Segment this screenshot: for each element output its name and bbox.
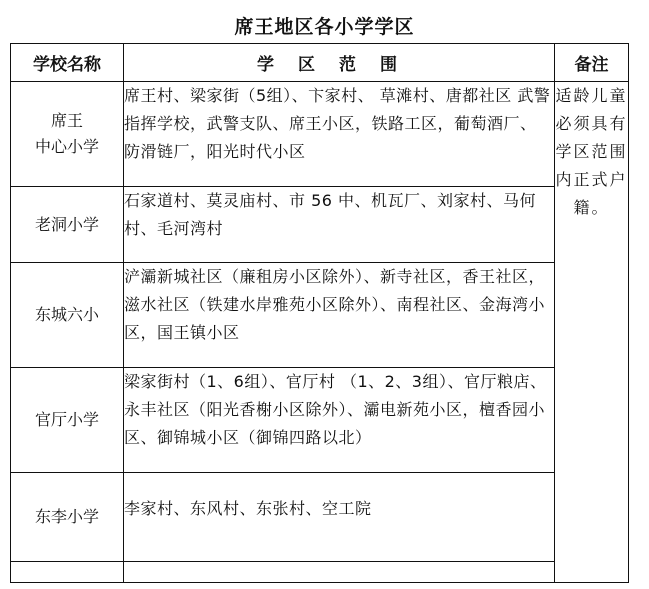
empty-cell <box>11 562 124 583</box>
table-row <box>11 263 629 368</box>
district-range-cell: 梁家街村（1、6组）、官厅村 （1、2、3组）、官厅粮店、永丰社区（阳光香榭小区除外）、灞电新苑小区，檀香园小区、御锦城小区（御锦四路以北） <box>124 368 555 473</box>
school-name-cell: 官厅小学 <box>11 368 124 473</box>
district-range-cell: 席王村、梁家街（5组）、卞家村、 草滩村、唐都社区 武警指挥学校，武警支队、席王小区，铁路工区，葡萄酒厂、 防滑链厂，阳光时代小区 <box>124 82 555 187</box>
header-school-name: 学校名称 <box>11 44 124 82</box>
district-range-cell: 石家道村、莫灵庙村、市 56 中、机瓦厂、刘家村、马何村、毛河湾村 <box>124 187 555 263</box>
note-cell: 适龄儿童必须具有学区范围内正式户籍。 <box>555 82 629 583</box>
district-range-cell: 浐灞新城社区（廉租房小区除外）、新寺社区，香王社区，滋水社区（铁建水岸雅苑小区除外）、南程社区、金海湾小区，国王镇小区 <box>124 263 555 368</box>
school-district-table <box>10 43 629 583</box>
header-district-range: 学区范围 <box>124 44 555 82</box>
school-name-cell: 席王 中心小学 <box>11 82 124 187</box>
header-note: 备注 <box>555 44 629 82</box>
table-row <box>11 187 629 263</box>
table-row <box>11 368 629 473</box>
table-row <box>11 473 629 562</box>
table-row-partial <box>11 562 629 583</box>
page-title: 席王地区各小学学区 <box>234 16 415 38</box>
school-name-cell: 东李小学 <box>11 473 124 562</box>
district-range-cell: 李家村、东风村、东张村、空工院 <box>124 473 555 562</box>
school-name-cell: 东城六小 <box>11 263 124 368</box>
empty-cell <box>124 562 555 583</box>
school-name-cell: 老洞小学 <box>11 187 124 263</box>
table-header-row <box>11 44 629 82</box>
table-row <box>11 82 629 187</box>
